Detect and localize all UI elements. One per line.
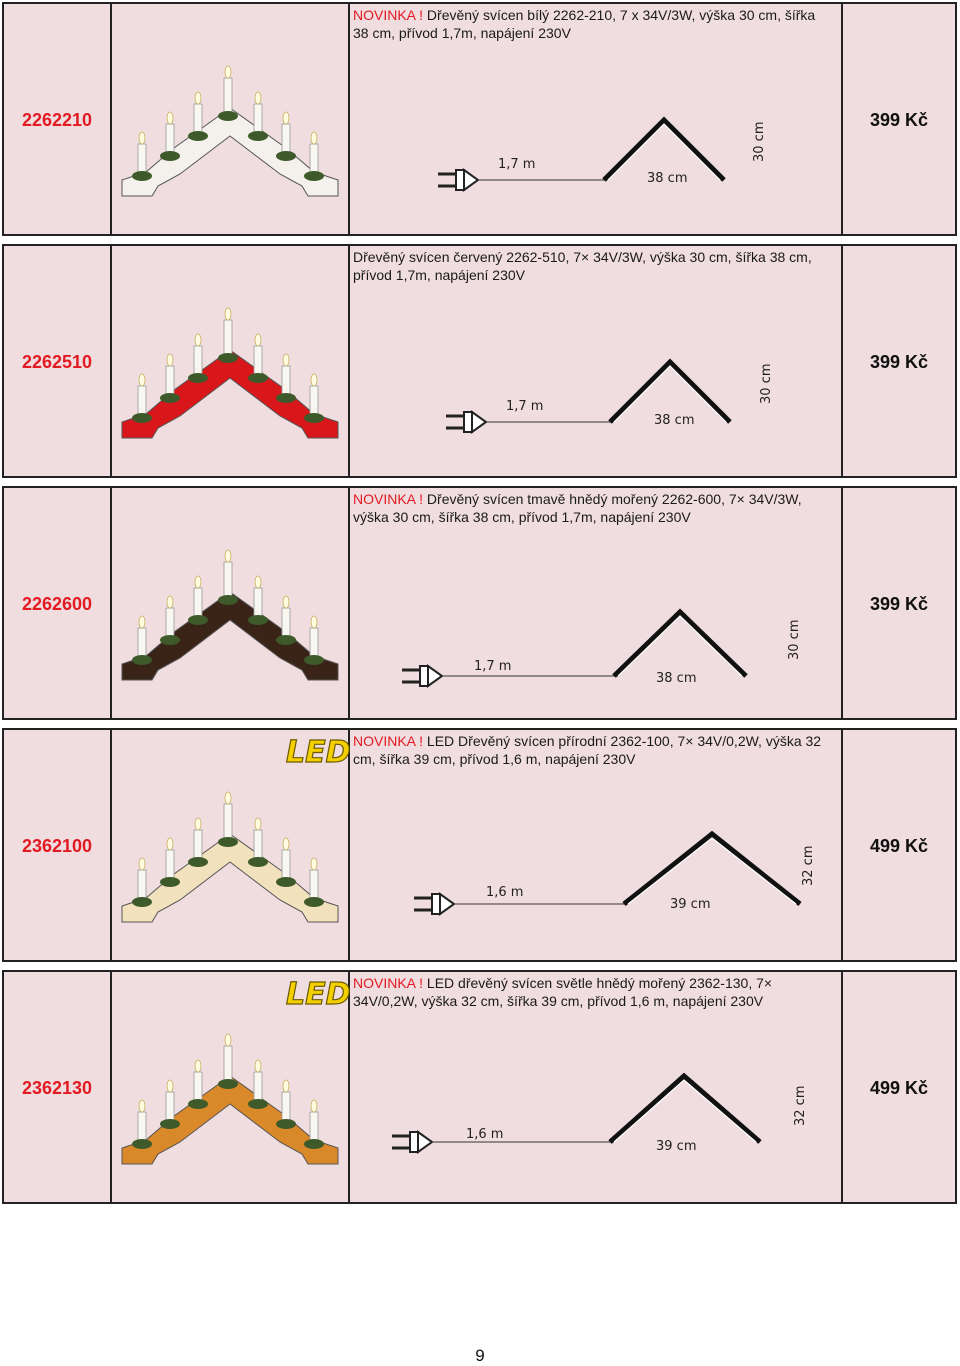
price: 399 Kč: [869, 110, 929, 130]
height-label: 30 cm: [787, 619, 802, 660]
width-label: 38 cm: [647, 171, 688, 186]
cable-length-label: 1,6 m: [486, 885, 524, 900]
plug-icon: [392, 1132, 432, 1152]
price: 399 Kč: [869, 594, 929, 614]
price-cell: [843, 4, 955, 234]
price: 499 Kč: [869, 1078, 929, 1098]
code-cell: [4, 730, 112, 960]
description-cell: [350, 246, 843, 476]
price-cell: [843, 972, 955, 1202]
width-label: 38 cm: [656, 671, 697, 686]
description-cell: [350, 4, 843, 234]
dimension-diagram: [350, 488, 839, 718]
page-number: 9: [475, 1346, 485, 1365]
candle-arch-photo: [116, 508, 344, 698]
product-row: [2, 970, 957, 1204]
price: 499 Kč: [869, 836, 929, 856]
arch-outline: [610, 1076, 760, 1142]
photo-cell: [112, 4, 350, 234]
price-cell: [843, 488, 955, 718]
dimension-diagram: [350, 730, 839, 960]
product-code: 2362130: [21, 1078, 93, 1098]
description-cell: [350, 972, 843, 1202]
product-row: [2, 728, 957, 962]
product-code: 2262210: [21, 110, 93, 130]
photo-cell: [112, 488, 350, 718]
width-label: 39 cm: [656, 1139, 697, 1154]
height-label: 30 cm: [759, 363, 774, 404]
photo-cell: [112, 246, 350, 476]
product-row: [2, 244, 957, 478]
novinka-label: NOVINKA !: [353, 733, 424, 749]
dimension-diagram: [350, 972, 839, 1202]
candle-arch-photo: [116, 750, 344, 940]
code-cell: [4, 4, 112, 234]
width-label: 38 cm: [654, 413, 695, 428]
plug-icon: [414, 894, 454, 914]
arch-outline: [614, 612, 746, 676]
cable-length-label: 1,7 m: [506, 399, 544, 414]
product-row: [2, 2, 957, 236]
candle-arch-photo: [116, 992, 344, 1182]
description-text: Dřevěný svícen tmavě hnědý mořený 2262-600, 7× 34V/3W, výška 30 cm, šířka 38 cm, přívod 1,7m, napájení 230V: [353, 491, 802, 525]
code-cell: [4, 488, 112, 718]
dimension-diagram: [350, 246, 839, 476]
height-label: 32 cm: [793, 1085, 808, 1126]
candle-arch-photo: [116, 266, 344, 456]
plug-icon: [446, 412, 486, 432]
product-code: 2262600: [21, 594, 93, 614]
product-row: [2, 486, 957, 720]
cable-length-label: 1,7 m: [498, 157, 536, 172]
price-cell: [843, 246, 955, 476]
dimension-diagram: [350, 4, 839, 234]
description-cell: [350, 488, 843, 718]
photo-cell: [112, 730, 350, 960]
novinka-label: NOVINKA !: [353, 7, 424, 23]
plug-icon: [402, 666, 442, 686]
novinka-label: NOVINKA !: [353, 975, 424, 991]
cable-length-label: 1,6 m: [466, 1127, 504, 1142]
description-text: Dřevěný svícen červený 2262-510, 7× 34V/3W, výška 30 cm, šířka 38 cm, přívod 1,7m, napájení 230V: [353, 249, 812, 283]
price-cell: [843, 730, 955, 960]
novinka-label: NOVINKA !: [353, 491, 424, 507]
description-text: Dřevěný svícen bílý 2262-210, 7 x 34V/3W, výška 30 cm, šířka 38 cm, přívod 1,7m, napájení 230V: [353, 7, 816, 41]
candle-arch-photo: [116, 24, 344, 214]
plug-icon: [438, 170, 478, 190]
svg-text:LED: LED: [286, 735, 351, 768]
description-cell: [350, 730, 843, 960]
code-cell: [4, 246, 112, 476]
code-cell: [4, 972, 112, 1202]
height-label: 32 cm: [801, 845, 816, 886]
product-code: 2362100: [21, 836, 93, 856]
cable-length-label: 1,7 m: [474, 659, 512, 674]
height-label: 30 cm: [752, 121, 767, 162]
width-label: 39 cm: [670, 897, 711, 912]
product-code: 2262510: [21, 352, 93, 372]
price: 399 Kč: [869, 352, 929, 372]
svg-text:LED: LED: [286, 977, 351, 1010]
description-text: LED dřevěný svícen světle hnědý mořený 2362-130, 7× 34V/0,2W, výška 32 cm, šířka 39 cm, přívod 1,6 m, napájení 230V: [353, 975, 773, 1009]
arch-outline: [624, 834, 800, 904]
description-text: LED Dřevěný svícen přírodní 2362-100, 7× 34V/0,2W, výška 32 cm, šířka 39 cm, přívod 1,6 m, napájení 230V: [353, 733, 822, 767]
photo-cell: [112, 972, 350, 1202]
